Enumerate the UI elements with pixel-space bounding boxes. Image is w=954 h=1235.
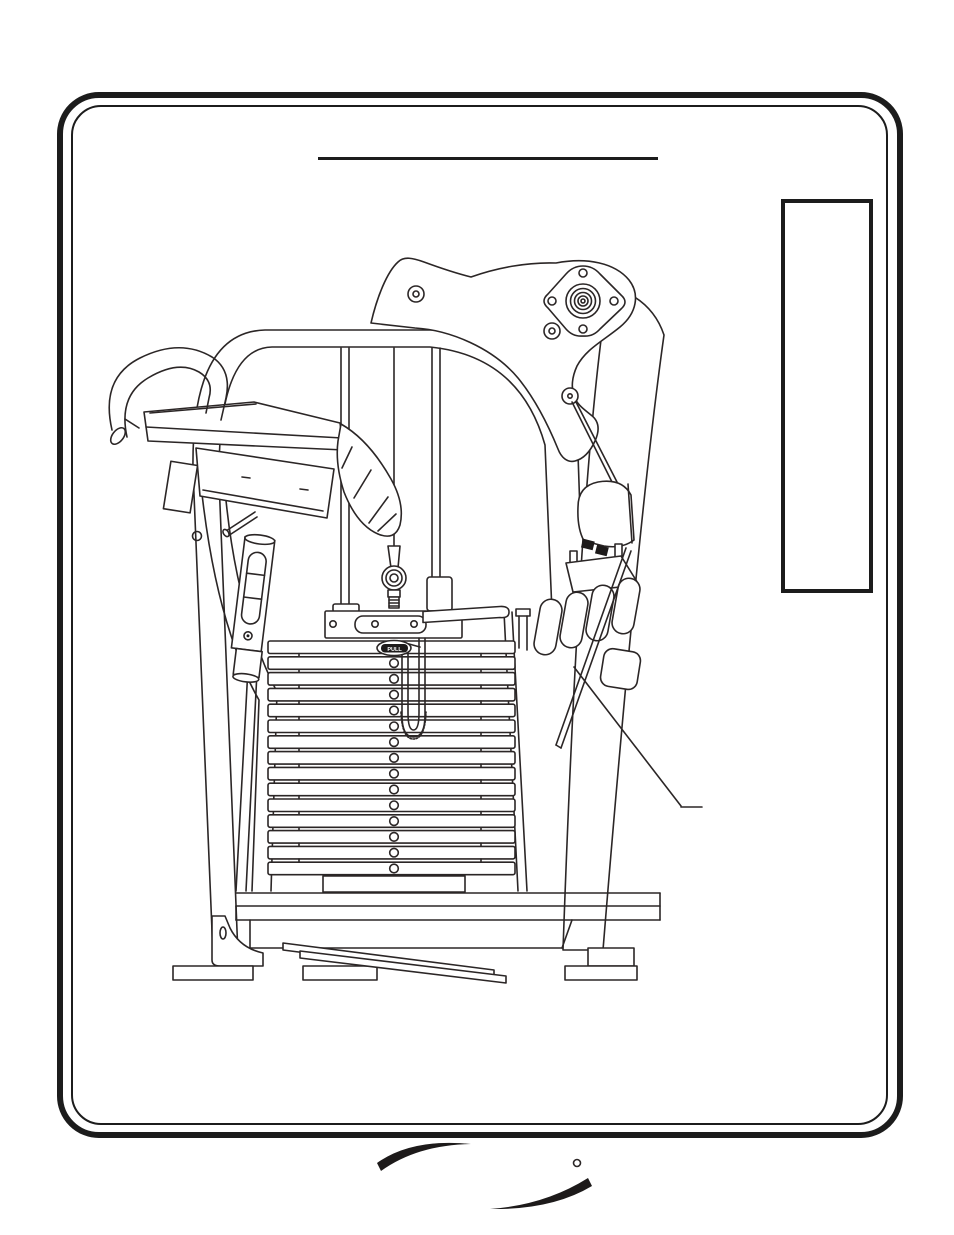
pad-bracket (163, 461, 197, 513)
plate-hole (390, 848, 399, 857)
arm-pad (144, 402, 344, 450)
cam-shroud (578, 481, 634, 547)
foot-pad (173, 966, 253, 980)
right-foot-bracket (588, 948, 634, 966)
cable-clevis (388, 546, 400, 568)
plate-hole (390, 785, 399, 794)
plate-hole (390, 769, 399, 778)
foot-pad (565, 966, 637, 980)
weight-plates (268, 641, 515, 875)
plate-hole (390, 659, 399, 668)
foot-plate (599, 647, 641, 690)
plate-hole (390, 754, 399, 763)
pad-nose (337, 424, 401, 536)
foot-pad (303, 966, 377, 980)
swoosh-arc-right (490, 1178, 592, 1209)
pad-side-panel (196, 448, 334, 518)
bolt-icon (544, 323, 560, 339)
plate-hole (390, 801, 399, 810)
plate-hole (390, 690, 399, 699)
swoosh-arc-left (377, 1143, 471, 1171)
plate-hole (390, 833, 399, 842)
plate-hole (390, 706, 399, 715)
plate-hole (390, 722, 399, 731)
plate-hole (390, 864, 399, 873)
pull-tag-label: PULL (387, 646, 402, 653)
plate-hole (390, 817, 399, 826)
rod-bumper (427, 577, 452, 611)
stack-base-block (323, 876, 465, 892)
logo-dot (574, 1160, 581, 1167)
footer-logo (377, 1143, 592, 1209)
plate-hole (390, 738, 399, 747)
weight-stack-group (236, 546, 530, 892)
pulley-hub-icon (566, 284, 600, 318)
bolt-icon (408, 286, 424, 302)
plate-hole (390, 675, 399, 684)
top-bracket-group (371, 258, 635, 461)
